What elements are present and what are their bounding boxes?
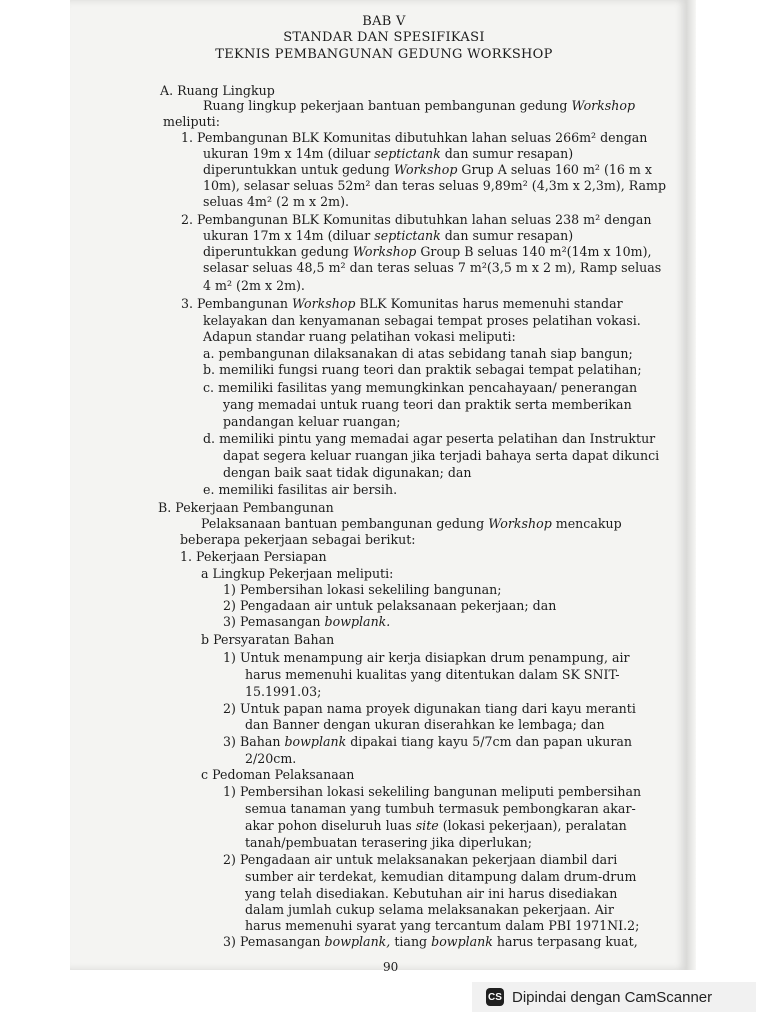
text-line: akar pohon diseluruh luas site (lokasi pekerjaan), peralatan — [245, 818, 627, 833]
text-line: b. memiliki fungsi ruang teori dan praktik sebagai tempat pelatihan; — [203, 362, 642, 377]
camscanner-label: Dipindai dengan CamScanner — [512, 988, 713, 1006]
text-line: 2) Pengadaan air untuk pelaksanaan pekerjaan; dan — [223, 598, 557, 613]
text-line: dan Banner dengan ukuran diserahkan ke lembaga; dan — [245, 717, 605, 732]
text-line: 1. Pekerjaan Persiapan — [180, 549, 327, 564]
text-line: semua tanaman yang tumbuh termasuk pembongkaran akar- — [245, 801, 636, 816]
text-line: 3) Pemasangan bowplank, tiang bowplank harus terpasang kuat, — [223, 934, 638, 949]
chapter-subtitle-2: TEKNIS PEMBANGUNAN GEDUNG WORKSHOP — [215, 47, 553, 62]
text-line: dengan baik saat tidak digunakan; dan — [223, 465, 472, 480]
camscanner-icon: CS — [486, 988, 504, 1006]
text-line: Adapun standar ruang pelatihan vokasi meliputi: — [203, 329, 516, 344]
text-line: 10m), selasar seluas 52m² dan teras seluas 9,89m² (4,3m x 2,3m), Ramp — [203, 178, 667, 193]
text-line: yang memadai untuk ruang teori dan praktik serta memberikan — [223, 397, 632, 412]
text-line: dapat segera keluar ruangan jika terjadi bahaya serta dapat dikunci — [223, 448, 660, 463]
text-line: pandangan keluar ruangan; — [223, 414, 401, 429]
text-line: harus memenuhi syarat yang tercantum dalam PBI 1971NI.2; — [245, 918, 640, 933]
text-line: yang telah disediakan. Kebutuhan air ini harus disediakan — [245, 886, 618, 901]
text-line: sumber air terdekat, kemudian ditampung dalam drum-drum — [245, 869, 637, 884]
text-line: diperuntukkan untuk gedung Workshop Grup A seluas 160 m² (16 m x — [203, 162, 652, 177]
text-line: c Pedoman Pelaksanaan — [201, 767, 355, 782]
text-line: 4 m² (2m x 2m). — [203, 278, 305, 293]
chapter-subtitle: STANDAR DAN SPESIFIKASI — [283, 30, 485, 45]
text-line: 1. Pembangunan BLK Komunitas dibutuhkan lahan seluas 266m² dengan — [181, 130, 648, 145]
text-line: 2. Pembangunan BLK Komunitas dibutuhkan lahan seluas 238 m² dengan — [181, 212, 652, 227]
text-line: 1) Untuk menampung air kerja disiapkan drum penampung, air — [223, 650, 630, 665]
text-line: Ruang lingkup pekerjaan bantuan pembangunan gedung Workshop — [203, 98, 636, 113]
text-line: B. Pekerjaan Pembangunan — [158, 500, 334, 515]
chapter-title: BAB V — [362, 14, 406, 29]
text-line: meliputi: — [163, 114, 220, 129]
text-line: a Lingkup Pekerjaan meliputi: — [201, 566, 394, 581]
text-line: selasar seluas 48,5 m² dan teras seluas 7 m²(3,5 m x 2 m), Ramp seluas — [203, 260, 662, 275]
text-line: seluas 4m² (2 m x 2m). — [203, 194, 349, 209]
text-line: Pelaksanaan bantuan pembangunan gedung Workshop mencakup — [201, 516, 622, 531]
text-line: a. pembangunan dilaksanakan di atas sebidang tanah siap bangun; — [203, 346, 633, 361]
text-line: b Persyaratan Bahan — [201, 632, 335, 647]
text-line: c. memiliki fasilitas yang memungkinkan pencahayaan/ penerangan — [203, 380, 638, 395]
text-line: harus memenuhi kualitas yang ditentukan dalam SK SNIT- — [245, 667, 620, 682]
text-line: 3) Pemasangan bowplank. — [223, 614, 391, 629]
page-number: 90 — [383, 960, 399, 974]
text-line: dalam jumlah cukup selama melaksanakan pekerjaan. Air — [245, 902, 614, 917]
text-line: beberapa pekerjaan sebagai berikut: — [180, 532, 416, 547]
text-line: 2) Untuk papan nama proyek digunakan tiang dari kayu meranti — [223, 701, 636, 716]
text-line: tanah/pembuatan terasering jika diperlukan; — [245, 835, 532, 850]
text-line: 3) Bahan bowplank dipakai tiang kayu 5/7cm dan papan ukuran — [223, 734, 633, 749]
text-line: ukuran 17m x 14m (diluar septictank dan sumur resapan) — [203, 228, 574, 243]
text-line: 2) Pengadaan air untuk melaksanakan pekerjaan diambil dari — [223, 852, 618, 867]
text-line: diperuntukkan gedung Workshop Group B seluas 140 m²(14m x 10m), — [203, 244, 652, 259]
text-line: kelayakan dan kenyamanan sebagai tempat proses pelatihan vokasi. — [203, 313, 641, 328]
text-line: 3. Pembangunan Workshop BLK Komunitas harus memenuhi standar — [181, 296, 623, 311]
text-line: 1) Pembersihan lokasi sekeliling bangunan; — [223, 582, 502, 597]
text-line: d. memiliki pintu yang memadai agar peserta pelatihan dan Instruktur — [203, 431, 656, 446]
camscanner-badge — [472, 982, 756, 1012]
text-line: 2/20cm. — [245, 751, 297, 766]
text-line: A. Ruang Lingkup — [160, 83, 275, 98]
text-line: 1) Pembersihan lokasi sekeliling bangunan meliputi pembersihan — [223, 784, 642, 799]
text-line: e. memiliki fasilitas air bersih. — [203, 482, 398, 497]
text-line: ukuran 19m x 14m (diluar septictank dan sumur resapan) — [203, 146, 574, 161]
text-line: 15.1991.03; — [245, 684, 322, 699]
